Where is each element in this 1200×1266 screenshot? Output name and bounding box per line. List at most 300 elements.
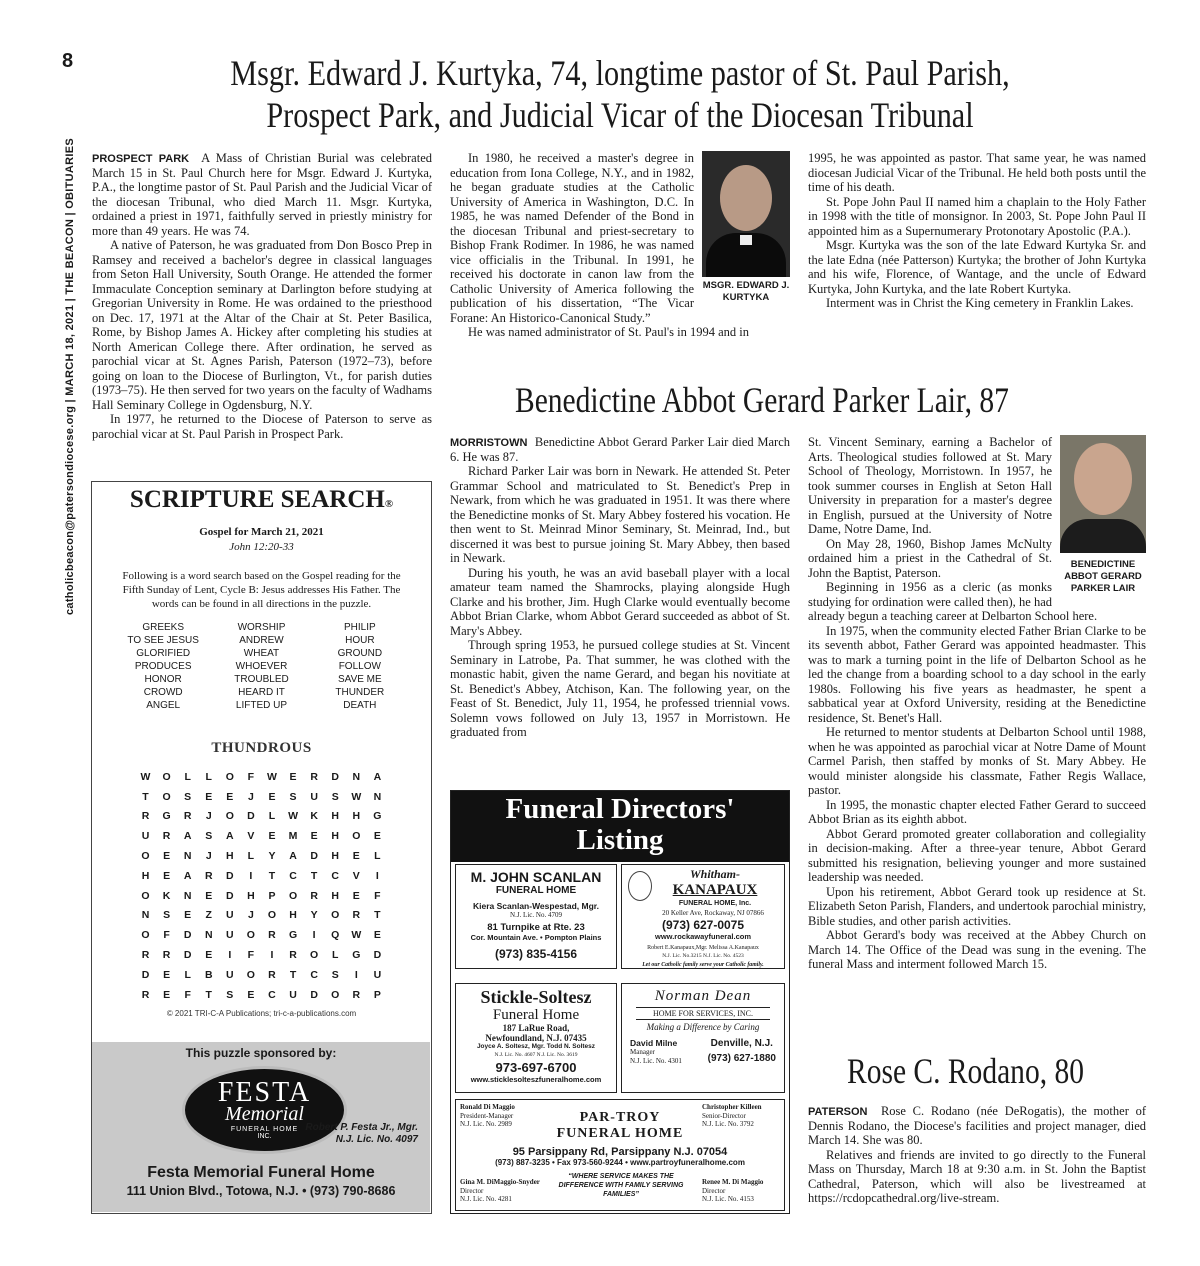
grid-letter: O [162, 790, 171, 803]
norman-dean-license: N.J. Lic. No. 4301 [630, 1056, 682, 1065]
grid-letter: H [247, 889, 255, 902]
grid-letter: U [373, 968, 382, 981]
grid-letter: H [331, 850, 339, 863]
norman-dean-manager: David Milne [630, 1038, 678, 1048]
grid-letter: N [183, 889, 192, 902]
grid-letter: O [246, 929, 255, 942]
puzzle-word: FOLLOW [338, 661, 381, 672]
grid-letter: T [268, 869, 276, 882]
whitham-name-1: Whitham- [689, 867, 740, 881]
whitham-emblem-icon [628, 871, 652, 901]
grid-letter: R [268, 929, 276, 942]
norman-dean-motto: Making a Difference by Caring [646, 1022, 760, 1032]
rodano-column [808, 1104, 1146, 1206]
grid-letter: W [288, 810, 298, 823]
grid-letter: A [373, 770, 382, 783]
sidebar-text: catholicbeacon@patersondiocese.org | MARCH 18, 2021 | THE BEACON | OBITUARIES [64, 137, 76, 615]
grid-letter: O [246, 968, 255, 981]
grid-letter: U [289, 988, 297, 1001]
grid-letter: D [183, 929, 192, 942]
puzzle-word: HEARD IT [238, 687, 285, 698]
grid-letter: S [331, 968, 339, 981]
grid-letter: O [331, 909, 340, 922]
rodano-text: Rose C. Rodano (née DeRogatis), the mother of Dennis Rodano, the Diocese's facilities and project manager, died March 14. She was 80. [808, 1104, 1147, 1147]
puzzle-word: ANGEL [146, 700, 181, 711]
festa-address-line: 111 Union Blvd., Totowa, N.J. • (973) 790-8686 [126, 1184, 396, 1198]
grid-letter: E [268, 830, 276, 843]
grid-letter: Z [205, 909, 212, 922]
stickle-directors: Joyce A. Soltesz, Mgr. Todd N. Soltesz [476, 1043, 596, 1050]
lair-text: In 1995, the monastic chapter elected Father Gerard to succeed Abbot Brian as its eighth abbot. [808, 797, 1146, 826]
grid-letter: R [310, 889, 318, 902]
puzzle-word: GROUND [337, 648, 383, 659]
norman-dean-ad [621, 983, 785, 1093]
grid-letter: S [226, 988, 234, 1001]
kurtyka-headline-line2: Prospect Park, and Judicial Vicar of the Diocesan Tribunal [266, 95, 974, 135]
puzzle-word: PHILIP [343, 622, 376, 633]
grid-letter: J [205, 810, 212, 823]
grid-letter: L [184, 968, 191, 981]
rodano-text: Relatives and friends are invited to go directly to the Funeral Mass on Thursday, March 18 at 9:30 a.m. in St. John the Baptist Cathedral, Paterson, which will also be livestreamed at https://rcdopcathedral.org/live-stream. [808, 1147, 1146, 1205]
grid-letter: R [204, 869, 213, 882]
grid-letter: E [205, 949, 213, 962]
grid-letter: R [310, 770, 318, 783]
grid-letter: G [373, 810, 382, 823]
grid-letter: M [288, 830, 298, 843]
grid-letter: D [183, 949, 192, 962]
grid-letter: U [226, 929, 234, 942]
word-list [114, 621, 409, 712]
grid-letter: Q [331, 929, 340, 942]
grid-row [137, 965, 387, 985]
grid-letter: R [268, 968, 276, 981]
grid-letter: T [374, 909, 381, 922]
grid-letter: O [267, 909, 277, 922]
funeral-listing-title-2: Listing [576, 824, 664, 856]
scanlan-license: N.J. Lic. No. 4709 [510, 911, 562, 919]
grid-letter: E [163, 869, 171, 882]
scanlan-phone: (973) 835-4156 [494, 946, 578, 961]
stickle-phone: 973-697-6700 [495, 1059, 577, 1075]
letter-grid [137, 767, 387, 1005]
grid-letter: V [352, 869, 360, 882]
grid-letter: D [373, 949, 382, 962]
grid-letter: N [204, 929, 213, 942]
par-troy-right-role: Senior-Director [702, 1111, 746, 1120]
puzzle-word: PRODUCES [134, 661, 192, 672]
whitham-web: www.rockawayfuneral.com [654, 931, 751, 941]
scanlan-address: 81 Turnpike at Rte. 23 [487, 921, 585, 933]
grid-letter: L [184, 770, 191, 783]
grid-letter: E [310, 830, 318, 843]
grid-letter: S [163, 909, 171, 922]
lair-text: On May 28, 1960, Bishop James McNulty ordained him a priest in the Cathedral of St. John the Baptist, Paterson. [808, 536, 1052, 580]
puzzle-word: ANDREW [239, 635, 284, 646]
puzzle-sponsor-area [92, 1042, 430, 1212]
puzzle-word: GLORIFIED [136, 648, 191, 659]
puzzle-word: WORSHIP [237, 622, 286, 633]
par-troy-name-1: PAR-TROY [579, 1110, 661, 1125]
grid-letter: J [247, 790, 254, 803]
norman-dean-name: Norman Dean [654, 988, 752, 1004]
grid-letter: Y [268, 850, 276, 863]
norman-dean-phone: (973) 627-1880 [707, 1053, 776, 1064]
grid-letter: T [205, 988, 212, 1001]
whitham-sub: FUNERAL HOME, Inc. [678, 900, 752, 907]
grid-letter: E [289, 770, 297, 783]
puzzle-copyright: © 2021 TRI-C-A Publications; tri-c-a-publications.com [166, 1008, 357, 1018]
scanlan-manager: Kiera Scanlan-Wespestad, Mgr. [473, 901, 599, 911]
grid-row [137, 846, 387, 866]
grid-letter: S [331, 790, 339, 803]
grid-letter: R [162, 830, 171, 843]
lair-column-2 [808, 435, 1146, 972]
gospel-reference: John 12:20-33 [229, 541, 294, 553]
grid-letter: A [226, 830, 234, 843]
kurtyka-headline-line1: Msgr. Edward J. Kurtyka, 74, longtime pastor of St. Paul Parish, [230, 53, 1010, 93]
grid-letter: L [268, 810, 276, 823]
grid-letter: H [226, 850, 234, 863]
grid-row [137, 925, 387, 945]
grid-letter: N [352, 770, 361, 783]
festa-name-line: Festa Memorial Funeral Home [147, 1164, 375, 1181]
grid-letter: R [352, 988, 361, 1001]
kurtyka-text: He was named administrator of St. Paul's in 1994 and in [468, 325, 750, 339]
grid-letter: R [141, 988, 150, 1001]
norman-dean-sub: HOME FOR SERVICES, INC. [636, 1007, 770, 1020]
par-troy-left-role: President-Manager [460, 1111, 514, 1120]
grid-letter: D [226, 889, 234, 902]
stickle-web: www.sticklesolteszfuneralhome.com [470, 1074, 602, 1084]
puzzle-word: LIFTED UP [235, 700, 288, 711]
grid-row [137, 807, 387, 827]
lair-text: Abbot Gerard's body was received at the Abbey Church on March 14. The Office of the Dead was sung in the evening. The funeral Mass and interment followed March 15. [808, 928, 1146, 971]
grid-letter: A [183, 830, 192, 843]
festa-manager-name: Robert P. Festa Jr., Mgr. [305, 1122, 418, 1133]
grid-letter: E [205, 790, 213, 803]
grid-letter: N [183, 850, 192, 863]
grid-letter: L [331, 949, 339, 962]
festa-manager [305, 1122, 418, 1146]
grid-letter: F [247, 770, 255, 783]
scripture-search-title-text: SCRIPTURE SEARCH [129, 486, 385, 513]
grid-letter: I [375, 869, 379, 882]
par-troy-motto: “WHERE SERVICE MAKES THE DIFFERENCE WITH FAMILY SERVING FAMILIES” [558, 1173, 684, 1198]
par-troy-ad [455, 1099, 785, 1211]
grid-letter: D [141, 968, 150, 981]
grid-letter: O [352, 830, 361, 843]
kurtyka-headline [179, 52, 1061, 136]
grid-row [137, 866, 387, 886]
grid-letter: U [226, 968, 234, 981]
stickle-address-2: Newfoundland, N.J. 07435 [485, 1033, 587, 1043]
grid-letter: W [351, 929, 362, 942]
puzzle-word: HONOR [144, 674, 182, 685]
grid-letter: S [289, 790, 297, 803]
grid-letter: I [228, 949, 232, 962]
grid-letter: P [373, 988, 381, 1001]
grid-letter: F [247, 949, 255, 962]
par-troy-bottom-left-name: Gina M. DiMaggio-Snyder [460, 1178, 540, 1186]
grid-letter: O [162, 770, 171, 783]
par-troy-address: 95 Parsippany Rd, Parsippany N.J. 07054 [512, 1146, 728, 1158]
grid-row [137, 787, 387, 807]
grid-letter: L [374, 850, 381, 863]
grid-letter: E [352, 889, 360, 902]
whitham-motto: Let our Catholic family serve your Catholic family. [642, 961, 764, 968]
grid-letter: U [226, 909, 234, 922]
grid-letter: R [162, 949, 171, 962]
grid-letter: F [374, 889, 381, 902]
grid-letter: W [140, 770, 151, 783]
whitham-ad [621, 864, 785, 969]
puzzle-word: TROUBLED [234, 674, 289, 685]
festa-logo-script: Memorial [225, 1103, 304, 1125]
grid-letter: B [204, 968, 213, 981]
grid-letter: I [354, 968, 358, 981]
par-troy-left-name: Ronald Di Maggio [460, 1103, 515, 1111]
lair-text: He returned to mentor students at Delbarton School until 1988, when he was appointed as parochial vicar at Notre Dame of Mount Carmel Parish, then staffed by monks of St. Mary Abbey. He would minister alongside his classmate, Father Regis Wallace, pastor. [808, 725, 1146, 797]
lair-column-1 [450, 435, 790, 740]
kurtyka-text: 1995, he was appointed as pastor. That same year, he was named diocesan Judicial Vicar of the Tribunal. He held both posts until the time of his death. [808, 151, 1146, 194]
grid-letter: U [141, 830, 150, 843]
grid-letter: E [373, 830, 381, 843]
scanlan-name: M. JOHN SCANLAN [470, 869, 602, 885]
grid-letter: E [163, 850, 171, 863]
kurtyka-text: St. Pope John Paul II named him a chaplain to the Holy Father in 1998 with the title of monsignor. In 2003, St. Pope John Paul II appointed him as a Supernumerary Protonotary Apostolic (P.A.). [808, 194, 1146, 238]
grid-letter: E [163, 988, 171, 1001]
kurtyka-text: In 1977, he returned to the Diocese of Paterson to serve as parochial vicar at St. Paul Parish in Prospect Park. [92, 412, 432, 441]
stickle-name-2: Funeral Home [492, 1007, 580, 1023]
scanlan-sub: FUNERAL HOME [495, 885, 577, 896]
lair-text: Benedictine Abbot Gerard Parker Lair died March 6. He was 87. [450, 435, 791, 464]
grid-letter: D [247, 810, 255, 823]
grid-letter: C [289, 869, 297, 882]
grid-letter: D [331, 770, 339, 783]
grid-letter: C [310, 968, 318, 981]
lair-text: St. Vincent Seminary, earning a Bachelor of Arts. Theological studies followed at St. Mary School of Theology, Morristown. In 1957, he took summer courses in English at Seton Hall University in preparation for a master's degree in English, pursued at the University of Notre Dame, Notre Dame, Ind. [808, 435, 1052, 536]
grid-letter: J [205, 850, 212, 863]
par-troy-right-name: Christopher Killeen [702, 1103, 762, 1111]
grid-letter: C [268, 988, 276, 1001]
funeral-directors-listing [450, 790, 790, 1214]
funeral-listing-header [451, 791, 789, 862]
grid-letter: O [288, 889, 298, 902]
grid-letter: E [268, 790, 276, 803]
grid-letter: O [141, 929, 150, 942]
grid-letter: O [141, 850, 150, 863]
grid-letter: E [247, 988, 255, 1001]
grid-letter: I [249, 869, 253, 882]
puzzle-word: WHEAT [243, 648, 280, 659]
stickle-licenses: N.J. Lic. No. 4607 N.J. Lic. No. 3619 [494, 1052, 578, 1058]
grid-letter: E [163, 968, 171, 981]
grid-letter: H [289, 909, 297, 922]
grid-letter: O [331, 988, 340, 1001]
grid-letter: V [247, 830, 255, 843]
kurtyka-text: A native of Paterson, he was graduated from Don Bosco Prep in Ramsey and received a bachelor's degree in classical languages from Seton Hall University, South Orange. He attended the former Immaculate Conception seminary at Darlington before studying at Gregorian University in Rome. He was ordained to the priesthood on Dec. 17, 1971 at the Altar of the Chair at St. Peter Basilica, Rome, by Bishop James A. Hickey after completing his studies at North American College there. After ordination, he served as parochial vicar at St. Agnes Parish, Paterson (1972–73), before going on loan to the Diocese of Burlington, Vt., for parish duties (1973–75). He then served for two years on the faculty of Wadhams Hall Seminary College in Ogdensburg, N.Y. [92, 238, 432, 412]
grid-letter: N [373, 790, 382, 803]
par-troy-right-license: N.J. Lic. No. 3792 [702, 1120, 754, 1128]
grid-letter: R [289, 949, 297, 962]
grid-letter: S [184, 790, 192, 803]
stickle-soltesz-ad [455, 983, 617, 1093]
festa-logo-fh: FUNERAL HOME [230, 1126, 299, 1133]
rodano-dateline: PATERSON [808, 1106, 868, 1118]
lair-dateline: MORRISTOWN [450, 437, 528, 449]
page-number: 8 [62, 50, 74, 72]
rodano-headline: Rose C. Rodano, 80 [847, 1051, 1084, 1091]
kurtyka-text: Interment was in Christ the King cemetery in Franklin Lakes. [826, 296, 1134, 310]
grid-letter: C [331, 869, 339, 882]
kurtyka-photo-block [702, 151, 790, 304]
kurtyka-text: Msgr. Kurtyka was the son of the late Edward Kurtyka Sr. and the late Edna (née Patterson) Kurtyka; the brother of John Kurtyka and his wife, Florence, of Wantage, and the uncle of Edward Kurtyka, John Kurtyka, and the late Robert Kurtyka. [808, 238, 1146, 296]
grid-letter: G [162, 810, 171, 823]
festa-logo-name: FESTA [217, 1077, 312, 1108]
grid-letter: O [225, 770, 234, 783]
grid-letter: R [141, 949, 150, 962]
kurtyka-text: A Mass of Christian Burial was celebrated March 15 in St. Paul Church here for Msgr. Edward J. Kurtyka, P.A., the longtime pastor of St. Paul Parish and the Judicial Vicar of the diocesan Tribunal, who died March 11. Msgr. Kurtyka, ordained a priest in 1971, faithfully served in priestly ministry for more than 49 years. He was 74. [92, 151, 433, 238]
grid-letter: S [205, 830, 213, 843]
lair-text: Abbot Gerard promoted greater collaboration and collegiality in decision-making. After a three-year tenure, Abbot Gerard submitted his resignation, believing younger and more sustained leadership was needed. [808, 826, 1146, 884]
lair-photo-block [1060, 435, 1146, 595]
whitham-name-2: KANAPAUX [672, 882, 758, 898]
lair-text: Through spring 1953, he pursued college studies at St. Vincent Seminary in Latrobe, Pa. That summer, he was clothed with the monastic habit, given the name Gerard, and began his novitiate at St. Benedict's Abbey, Atchison, Kan. The following year, on the Feast of St. Benedict, July 11, 1954, he professed triennial vows. Solemn vows followed on July 13, 1957 in Morristown. He graduated from [450, 638, 790, 739]
scripture-search-box [91, 481, 432, 1214]
par-troy-left-license: N.J. Lic. No. 2989 [460, 1120, 512, 1128]
grid-letter: W [267, 770, 277, 783]
festa-logo-inc: INC. [257, 1133, 272, 1140]
festa-manager-license: N.J. Lic. No. 4097 [335, 1134, 418, 1145]
registered-mark: ® [384, 498, 394, 510]
puzzle-word: TO SEE JESUS [127, 635, 199, 646]
grid-letter: H [141, 869, 150, 882]
grid-letter: J [247, 909, 254, 922]
grid-letter: O [310, 949, 319, 962]
kurtyka-column-1 [92, 151, 432, 441]
grid-row [137, 906, 387, 926]
par-troy-bottom-left-license: N.J. Lic. No. 4281 [460, 1195, 512, 1203]
puzzle-intro: Following is a word search based on the Gospel reading for the Fifth Sunday of Lent, Cycle B: Jesus addresses His Father. The words can be found in all directions in the puzzle. [122, 570, 401, 610]
kurtyka-photo-caption: MSGR. EDWARD J. KURTYKA [702, 280, 790, 303]
puzzle-word: DEATH [343, 700, 377, 711]
grid-row [137, 985, 387, 1005]
funeral-listing-title-1: Funeral Directors' [505, 793, 735, 825]
lair-photo [1060, 435, 1146, 553]
puzzle-word: CROWD [143, 687, 183, 698]
grid-letter: E [184, 909, 192, 922]
grid-letter: H [331, 889, 339, 902]
grid-row [137, 767, 387, 787]
section-sidebar [58, 85, 86, 625]
norman-dean-role: Manager [630, 1048, 655, 1056]
norman-dean-town: Denville, N.J. [710, 1038, 773, 1049]
grid-letter: H [331, 830, 339, 843]
lair-text: Beginning in 1956 as a cleric (as monks studying for ordination were called then), he had already begun a teaching career at Delbarton School here. [808, 580, 1098, 623]
grid-row [137, 886, 387, 906]
grid-letter: W [351, 790, 362, 803]
puzzle-word: GREEKS [142, 622, 184, 633]
grid-letter: F [163, 929, 170, 942]
grid-letter: U [310, 790, 318, 803]
lair-headline: Benedictine Abbot Gerard Parker Lair, 87 [515, 380, 1009, 420]
puzzle-word: HOUR [345, 635, 375, 646]
lair-photo-caption: BENEDICTINE ABBOT GERARD PARKER LAIR [1064, 559, 1142, 594]
kurtyka-photo [702, 151, 790, 277]
grid-row [137, 826, 387, 846]
scanlan-ad [455, 864, 617, 969]
grid-row [137, 945, 387, 965]
kurtyka-column-3 [808, 151, 1146, 311]
grid-letter: I [312, 929, 316, 942]
grid-letter: E [205, 889, 213, 902]
grid-letter: P [268, 889, 276, 902]
lair-text: During his youth, he was an avid baseball player with a local amateur team named the Shamrocks, playing alongside Hugh Clarke and his brother, Jim. Hugh Clarke would eventually become Abbot Brian Clarke, whom Abbot Gerard succeeded as abbot of St. Mary's Abbey. [450, 565, 790, 638]
grid-letter: N [141, 909, 150, 922]
whitham-phone: (973) 627-0075 [661, 917, 745, 932]
par-troy-bottom-right-name: Renee M. Di Maggio [702, 1178, 764, 1186]
bonus-word: THUNDROUS [211, 740, 312, 756]
grid-letter: T [310, 869, 318, 882]
grid-letter: H [352, 810, 361, 823]
grid-letter: E [352, 850, 360, 863]
lair-text: Upon his retirement, Abbot Gerard took up residence at St. Elizabeth Seton Parish, Flanders, and undertook parochial ministry, Bible studies, and other parish activities. [808, 884, 1146, 928]
puzzle-word: WHOEVER [235, 661, 288, 672]
scanlan-town: Cor. Mountain Ave. • Pompton Plains [470, 932, 602, 942]
grid-letter: O [141, 889, 150, 902]
scripture-search-title [92, 486, 431, 514]
grid-letter: L [247, 850, 255, 863]
whitham-directors: Robert E.Kanapaux,Mgr. Melissa A.Kanapaux [647, 944, 759, 951]
grid-letter: H [331, 810, 339, 823]
par-troy-contact: (973) 887-3235 • Fax 973-560-9244 • www.partroyfuneralhome.com [495, 1158, 745, 1167]
grid-letter: A [183, 869, 192, 882]
grid-letter: E [226, 790, 234, 803]
grid-letter: R [183, 810, 192, 823]
grid-letter: D [226, 869, 234, 882]
grid-letter: T [289, 968, 297, 981]
gospel-date: Gospel for March 21, 2021 [199, 526, 324, 538]
kurtyka-column-2 [450, 151, 790, 340]
grid-letter: D [310, 850, 318, 863]
par-troy-bottom-right-role: Director [702, 1186, 726, 1195]
grid-letter: A [289, 850, 297, 863]
grid-letter: D [310, 988, 318, 1001]
stickle-name-1: Stickle-Soltesz [480, 987, 592, 1007]
stickle-address-1: 187 LaRue Road, [502, 1023, 570, 1033]
grid-letter: Y [310, 909, 318, 922]
par-troy-bottom-right-license: N.J. Lic. No. 4153 [702, 1195, 754, 1203]
grid-letter: K [162, 889, 171, 902]
lair-text: Richard Parker Lair was born in Newark. He attended St. Peter Grammar School and matriculated to St. Benedict's Prep in Newark, from which he was graduated in 1951. It was there where the Benedictine monks of St. Mary Abbey fostered his vocation. He then went to St. Meinrad Minor Seminary, St. Meinrad, Ind., but discerned it was best to pursue joining St. Mary Abbey, then based in Newark. [450, 464, 790, 565]
grid-letter: T [142, 790, 149, 803]
sponsor-label: This puzzle sponsored by: [185, 1046, 337, 1060]
grid-letter: O [225, 810, 234, 823]
grid-letter: K [310, 810, 318, 823]
grid-letter: G [352, 949, 361, 962]
grid-letter: R [352, 909, 361, 922]
grid-letter: R [141, 810, 150, 823]
grid-letter: F [184, 988, 191, 1001]
grid-letter: I [270, 949, 274, 962]
whitham-address: 20 Keller Ave, Rockaway, NJ 07866 [662, 909, 764, 917]
grid-letter: L [205, 770, 212, 783]
lair-text: In 1975, when the community elected Father Brian Clarke to be its seventh abbot, Father Gerard was appointed headmaster. This was to mark a turning point in the life of Delbarton School as he led the change from a boarding school to a day school in the early 1980s. Following his five years as headmaster, he spent a sabbatical year at Oxford University, residing at the Benedictine residence, St. Benet's Hall. [808, 623, 1146, 725]
par-troy-bottom-left-role: Director [460, 1186, 484, 1195]
par-troy-name-2: FUNERAL HOME [556, 1126, 684, 1141]
kurtyka-dateline: PROSPECT PARK [92, 153, 190, 165]
kurtyka-text: In 1980, he received a master's degree in education from Iona College, N.Y., and in 1982, he began graduate studies at the Catholic University of America in Washington, D.C. In 1985, he was named Defender of the Bond in the diocesan Tribunal and priest-secretary to Bishop Frank Rodimer. In 1986, he was named vice officialis in the Tribunal. In 1991, he received his doctorate in canon law from the Catholic University of America following the publication of his dissertation, “The Vicar Forane: An Historico-Canonical Study.” [450, 151, 694, 325]
